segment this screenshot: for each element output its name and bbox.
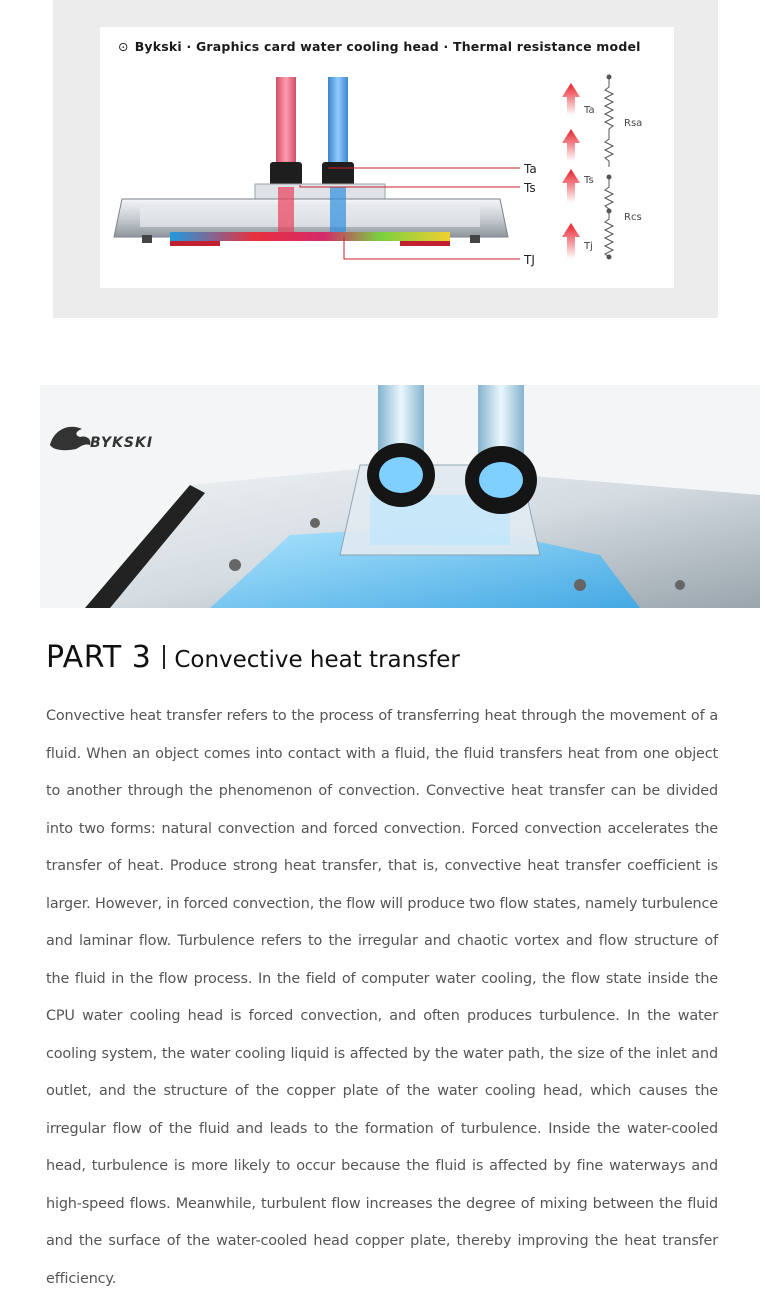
cold-tube — [328, 77, 348, 167]
fitting-right — [322, 162, 354, 186]
thermal-model-title — [118, 39, 641, 54]
model-rcs: Rcs — [624, 212, 642, 223]
brand-logo-text: BYKSKI — [90, 435, 154, 451]
heading-separator — [163, 645, 165, 669]
heat-arrow-mid-upper — [562, 129, 580, 161]
hot-tube — [276, 77, 296, 167]
section-title: Convective heat transfer — [174, 647, 460, 673]
heat-arrow-bottom — [562, 223, 580, 259]
heat-arrow-top — [562, 83, 580, 115]
model-tj: Tj — [584, 241, 593, 252]
model-ta: Ta — [584, 105, 595, 116]
bullet-circle-icon: ⊙ — [118, 39, 129, 54]
model-rsa: Rsa — [624, 118, 643, 129]
part-label: PART 3 — [46, 640, 152, 675]
callout-tj: TJ — [524, 253, 535, 267]
fitting-left — [270, 162, 302, 186]
resistor-chain — [605, 75, 613, 259]
section-heading — [46, 640, 460, 680]
thermal-model-card — [100, 27, 674, 288]
section-body: Convective heat transfer refers to the process of transferring heat through the movement of a fluid. When an object comes into contact with a fluid, the fluid transfers heat from one object to another through the phenomenon of convection. Convective heat transfer can be divided into two forms: natural convection and forced convection. Forced convection accelerates the transfer of heat. Produce strong heat transfer, that is, convective heat transfer coefficient is larger. However, in forced convection, the flow will produce two flow states, namely turbulence and laminar flow. Turbulence refers to the irregular and chaotic vortex and flow structure of the fluid in the flow process. In the field of computer water cooling, the flow state inside the CPU water cooling head is forced convection, and often produces turbulence. In the water cooling system, the water cooling liquid is affected by the water path, the size of the inlet and outlet, and the structure of the copper plate of the water cooling head, which causes the irregular flow of the fluid and leads to the formation of turbulence. Inside the water-cooled head, turbulence is more likely to occur because the fluid is affected by fine waterways and high-speed flows. Meanwhile, turbulent flow increases the degree of mixing between the fluid and the surface of the water-cooled head copper plate, thereby improving the heat transfer efficiency. — [46, 708, 718, 1287]
water-block-photo — [40, 385, 760, 608]
thermal-model-illustration — [100, 27, 674, 288]
thermal-model-title-text: Bykski · Graphics card water cooling head · Thermal resistance model — [134, 39, 641, 54]
water-block-illustration — [40, 385, 760, 608]
callout-ts: Ts — [524, 181, 536, 195]
callout-ta: Ta — [524, 162, 537, 176]
heat-arrow-mid-lower — [562, 169, 580, 203]
heat-map — [170, 232, 450, 241]
model-ts: Ts — [584, 175, 594, 186]
thermal-model-figure — [53, 0, 718, 318]
